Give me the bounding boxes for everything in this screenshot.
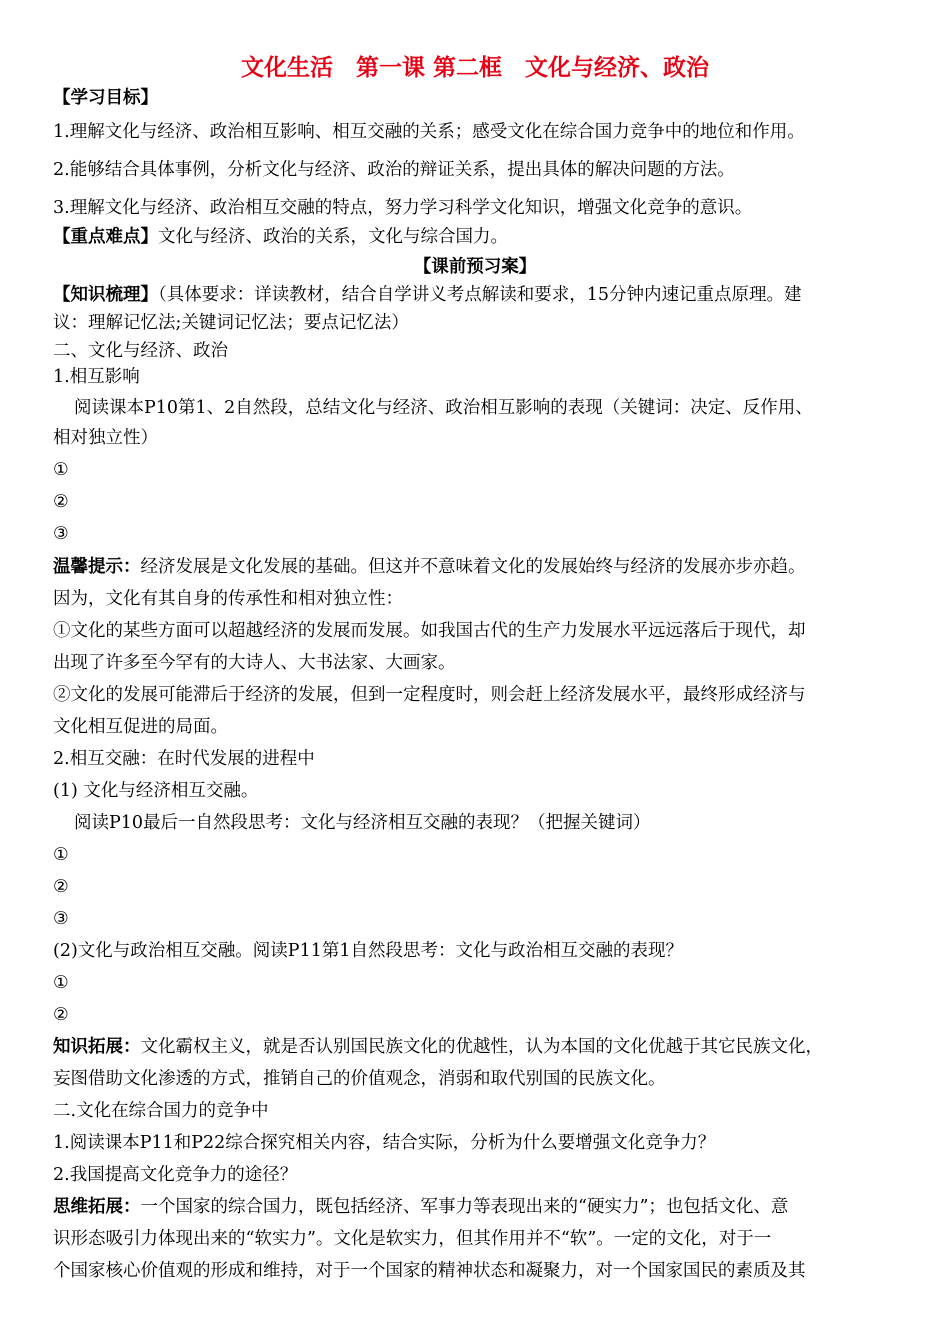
thinking-line-2: 识形态吸引力体现出来的“软实力”。文化是软实力，但其作用并不“软”。一定的文化，对于一 <box>53 1229 772 1249</box>
objective-item-3: 3.理解文化与经济、政治相互交融的特点，努力学习科学文化知识，增强文化竞争的意识。 <box>53 198 753 218</box>
thinking-text-1: 一个国家的综合国力，既包括经济、军事力等表现出来的“硬实力”；也包括文化、意 <box>140 1197 789 1217</box>
blank-marker: ② <box>53 1005 69 1025</box>
tip-text-1: 经济发展是文化发展的基础。但这并不意味着文化的发展始终与经济的发展亦步亦趋。 <box>140 557 806 577</box>
tip-line-2: 因为，文化有其自身的传承性和相对独立性： <box>53 589 403 609</box>
objective-item-1: 1.理解文化与经济、政治相互影响、相互交融的关系；感受文化在综合国力竞争中的地位和作用。 <box>53 122 805 142</box>
preview-heading: 【课前预习案】 <box>413 257 537 277</box>
tip-line-3: ①文化的某些方面可以超越经济的发展而发展。如我国古代的生产力发展水平远远落后于现代，却 <box>53 621 806 641</box>
blank-marker: ② <box>53 877 69 897</box>
page-title: 文化生活 第一课 第二框 文化与经济、政治 <box>240 55 709 81</box>
section1-sub1: 1.相互影响 <box>53 367 140 387</box>
blank-marker: ③ <box>53 524 69 544</box>
key-points <box>53 222 898 252</box>
read2-line: 阅读P10最后一自然段思考：文化与经济相互交融的表现？（把握关键词） <box>74 813 651 833</box>
read1-line-1: 阅读课本P10第1、2自然段，总结文化与经济、政治相互影响的表现（关键词：决定、反作用、 <box>74 398 813 418</box>
blank-marker: ③ <box>53 909 69 929</box>
section2-q2: 2.我国提高文化竞争力的途径？ <box>53 1165 298 1185</box>
thinking-label: 思维拓展： <box>53 1197 141 1217</box>
thinking-line-3: 个国家核心价值观的形成和维持，对于一个国家的精神状态和凝聚力，对一个国家国民的素质及其 <box>53 1261 806 1281</box>
expand-label: 知识拓展： <box>53 1037 141 1057</box>
blank-marker: ② <box>53 492 69 512</box>
thinking-line-1 <box>53 1192 898 1222</box>
objectives-heading: 【学习目标】 <box>53 88 158 108</box>
tip-line-4: 出现了许多至今罕有的大诗人、大书法家、大画家。 <box>53 653 456 673</box>
knowledge-text-1: （具体要求：详读教材，结合自学讲义考点解读和要求，15分钟内速记重点原理。建 <box>158 285 802 305</box>
section1-sub2-1: (1) 文化与经济相互交融。 <box>53 781 259 801</box>
blank-marker: ① <box>53 845 69 865</box>
tip-line-5: ②文化的发展可能滞后于经济的发展，但到一定程度时，则会赶上经济发展水平，最终形成经济与 <box>53 685 806 705</box>
objective-item-2: 2.能够结合具体事例，分析文化与经济、政治的辩证关系，提出具体的解决问题的方法。 <box>53 160 735 180</box>
section1-sub2-2: (2)文化与政治相互交融。阅读P11第1自然段思考：文化与政治相互交融的表现？ <box>53 941 683 961</box>
expand-text-1: 文化霸权主义，就是否认别国民族文化的优越性，认为本国的文化优越于其它民族文化， <box>140 1037 823 1057</box>
section2-q1: 1.阅读课本P11和P22综合探究相关内容，结合实际，分析为什么要增强文化竞争力？ <box>53 1133 716 1153</box>
expand-line-1 <box>53 1032 898 1062</box>
section1-heading: 二、文化与经济、政治 <box>53 341 228 361</box>
knowledge-line-1 <box>53 280 898 310</box>
tip-label: 温馨提示： <box>53 557 141 577</box>
blank-marker: ① <box>53 460 69 480</box>
knowledge-label: 【知识梳理】 <box>53 285 158 305</box>
expand-line-2: 妄图借助文化渗透的方式，推销自己的价值观念，消弱和取代别国的民族文化。 <box>53 1069 666 1089</box>
knowledge-line-2: 议：理解记忆法;关键词记忆法；要点记忆法） <box>53 313 409 333</box>
key-points-text: 文化与经济、政治的关系，文化与综合国力。 <box>158 227 508 247</box>
blank-marker: ① <box>53 973 69 993</box>
section1-sub2: 2.相互交融：在时代发展的进程中 <box>53 749 315 769</box>
tip-line-1 <box>53 552 898 582</box>
section2-heading: 二.文化在综合国力的竞争中 <box>53 1101 269 1121</box>
read1-line-2: 相对独立性） <box>53 428 158 448</box>
key-points-label: 【重点难点】 <box>53 227 158 247</box>
tip-line-6: 文化相互促进的局面。 <box>53 717 228 737</box>
